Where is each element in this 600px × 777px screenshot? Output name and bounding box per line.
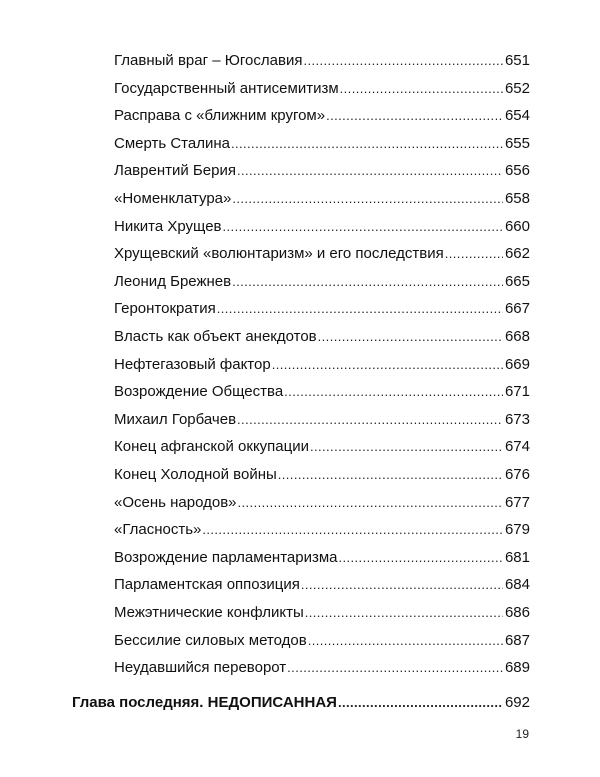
toc-chapter-title: Глава последняя. НЕДОПИСАННАЯ — [72, 694, 337, 711]
toc-entry-title: Никита Хрущев — [114, 217, 222, 235]
toc-entry[interactable] — [114, 436, 530, 458]
toc-entry-title: Возрождение Общества — [114, 383, 284, 401]
toc-entry-page: 686 — [504, 604, 530, 621]
toc-entry[interactable] — [114, 298, 530, 320]
toc-entry-title: Конец Холодной войны — [114, 466, 277, 483]
toc-entry-page: 665 — [504, 272, 530, 290]
dot-leader — [237, 160, 503, 182]
toc-entry-page: 662 — [504, 245, 530, 263]
toc-entry-title: Неудавшийся переворот — [114, 659, 287, 677]
toc-entry-title: Бессилие силовых методов — [114, 631, 307, 649]
toc-entry-page: 674 — [504, 438, 530, 456]
toc-entry-page: 667 — [504, 300, 530, 318]
toc-entry-title: Власть как объект анекдотов — [114, 328, 317, 345]
toc-entry-page: 671 — [504, 383, 530, 401]
toc-entry[interactable] — [114, 602, 530, 624]
toc-entry-page: 673 — [504, 410, 530, 428]
dot-leader — [310, 436, 503, 458]
toc-entry[interactable] — [114, 547, 530, 569]
dot-leader — [232, 271, 503, 293]
dot-leader — [284, 381, 503, 403]
toc-entry-page: 676 — [504, 466, 530, 483]
toc-entry-title: Геронтократия — [114, 300, 216, 318]
toc-entry-page: 654 — [504, 107, 530, 125]
toc-entry[interactable] — [114, 216, 530, 238]
toc-entry[interactable] — [114, 50, 530, 72]
toc-entry-page: 651 — [504, 52, 530, 69]
toc-entry[interactable] — [114, 243, 530, 265]
toc-entry[interactable] — [114, 133, 530, 155]
page-number: 19 — [515, 727, 529, 741]
toc-entry[interactable] — [114, 188, 530, 210]
toc-entry-page: 660 — [504, 217, 530, 235]
toc-entry[interactable] — [114, 105, 530, 127]
dot-leader — [301, 574, 503, 596]
dot-leader — [287, 657, 503, 679]
toc-entry-title: Хрущевский «волюнтаризм» и его последствия — [114, 245, 444, 263]
toc-entry[interactable] — [114, 492, 530, 514]
toc-entry[interactable] — [114, 574, 530, 596]
dot-leader — [272, 354, 503, 376]
dot-leader — [303, 50, 503, 72]
toc-entry-title: Главный враг – Югославия — [114, 52, 303, 69]
toc-entry-page: 684 — [504, 576, 530, 594]
dot-leader — [318, 326, 503, 348]
toc-entry-title: Нефтегазовый фактор — [114, 355, 271, 373]
dot-leader — [338, 692, 503, 714]
dot-leader — [305, 602, 503, 624]
toc-entry-page: 656 — [504, 162, 530, 180]
toc-entry-page: 687 — [504, 631, 530, 649]
toc-entry[interactable] — [114, 354, 530, 376]
toc-entry-page: 668 — [504, 328, 530, 345]
toc-entry-title: «Номенклатура» — [114, 190, 232, 207]
toc-entry-title: Государственный антисемитизм — [114, 79, 339, 97]
toc-entry[interactable] — [114, 464, 530, 486]
dot-leader — [340, 78, 503, 100]
toc-entry-title: Михаил Горбачев — [114, 410, 237, 428]
toc-entry[interactable] — [114, 630, 530, 652]
toc-entry-page: 658 — [504, 190, 530, 207]
dot-leader — [238, 492, 503, 514]
toc-entry[interactable] — [114, 326, 530, 348]
dot-leader — [308, 630, 503, 652]
toc-entry-title: «Осень народов» — [114, 493, 237, 511]
toc-entry-title: Конец афганской оккупации — [114, 438, 309, 456]
toc-entry-page: 652 — [504, 79, 530, 97]
toc-entry[interactable] — [114, 78, 530, 100]
toc-entry-page: 681 — [504, 548, 530, 566]
toc-entry-title: Возрождение парламентаризма — [114, 548, 338, 566]
dot-leader — [223, 216, 503, 238]
toc-entry-title: Расправа с «ближним кругом» — [114, 107, 326, 125]
dot-leader — [278, 464, 503, 486]
toc-entry-title: Смерть Сталина — [114, 134, 230, 152]
dot-leader — [445, 243, 503, 265]
dot-leader — [217, 298, 503, 320]
dot-leader — [202, 519, 503, 541]
toc-entry-page: 679 — [504, 521, 530, 539]
toc-chapter-entry[interactable] — [72, 692, 530, 714]
toc-entry[interactable] — [114, 409, 530, 431]
toc-entry[interactable] — [114, 381, 530, 403]
dot-leader — [231, 133, 503, 155]
toc-entry-title: Леонид Брежнев — [114, 272, 232, 290]
dot-leader — [339, 547, 503, 569]
toc-entry[interactable] — [114, 519, 530, 541]
toc-entry-page: 655 — [504, 134, 530, 152]
dot-leader — [237, 409, 503, 431]
toc-entry-page: 677 — [504, 493, 530, 511]
toc-entry-title: Парламентская оппозиция — [114, 576, 300, 594]
toc-entry[interactable] — [114, 657, 530, 679]
toc-entry-page: 669 — [504, 355, 530, 373]
toc-entry[interactable] — [114, 271, 530, 293]
toc-entry-title: «Гласность» — [114, 521, 202, 539]
dot-leader — [232, 188, 503, 210]
toc-entry-page: 689 — [504, 659, 530, 677]
toc-entry[interactable] — [114, 160, 530, 182]
dot-leader — [326, 105, 503, 127]
toc-entry-title: Межэтнические конфликты — [114, 604, 304, 621]
toc-chapter-page: 692 — [504, 694, 530, 711]
toc-entry-title: Лаврентий Берия — [114, 162, 236, 180]
